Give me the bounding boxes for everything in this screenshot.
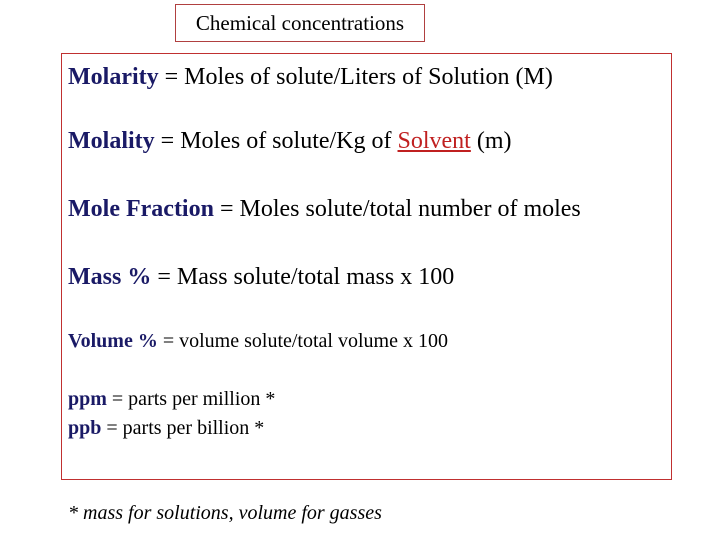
volume-percent-definition: = volume solute/total volume x 100: [157, 330, 448, 352]
mass-percent-term: Mass %: [68, 264, 152, 290]
volume-percent-term: Volume %: [68, 330, 158, 352]
ppm-term: ppm: [68, 388, 107, 410]
mass-percent-line: [68, 264, 454, 291]
molality-definition-end: (m): [470, 128, 512, 154]
molarity-definition: = Moles of solute/Liters of Solution (M): [158, 64, 553, 90]
solvent-highlight: Solvent: [397, 128, 471, 154]
molality-line: [68, 128, 512, 155]
mole-fraction-definition: = Moles solute/total number of moles: [213, 196, 581, 222]
mole-fraction-line: [68, 196, 581, 223]
footnote: * mass for solutions, volume for gasses: [68, 502, 382, 524]
volume-percent-line: [68, 330, 448, 353]
molality-definition-start: = Moles of solute/Kg of: [154, 128, 398, 154]
molarity-line: [68, 64, 553, 91]
ppm-line: [68, 388, 275, 411]
molality-term: Molality: [68, 128, 155, 154]
ppb-term: ppb: [68, 417, 102, 439]
slide-title-text: Chemical concentrations: [195, 10, 405, 35]
ppb-line: [68, 417, 264, 440]
molarity-term: Molarity: [68, 64, 159, 90]
mole-fraction-term: Mole Fraction: [68, 196, 214, 222]
mass-percent-definition: = Mass solute/total mass x 100: [151, 264, 455, 290]
ppm-definition: = parts per million *: [106, 388, 276, 410]
slide-title: [175, 4, 425, 42]
ppb-definition: = parts per billion *: [101, 417, 265, 439]
